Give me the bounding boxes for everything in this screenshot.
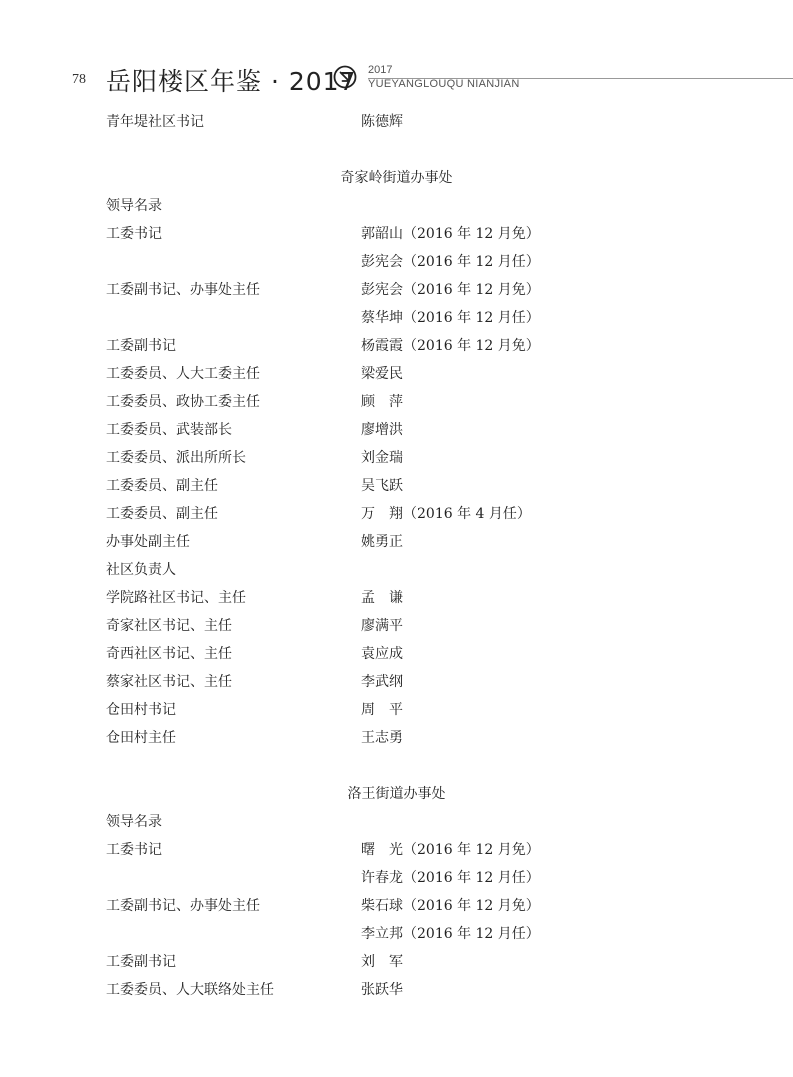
role-label: 工委副书记	[106, 338, 176, 354]
person-name: 王志勇	[361, 730, 403, 746]
list-row	[0, 502, 793, 526]
list-row	[0, 978, 793, 1002]
person-name: 刘 军	[361, 954, 403, 970]
person-name: 许春龙（2016 年 12 月任）	[361, 870, 540, 886]
person-name: 陈德辉	[361, 114, 403, 130]
role-label: 工委委员、人大联络处主任	[106, 982, 274, 998]
person-name: 孟 谦	[361, 590, 403, 606]
person-name: 李立邦（2016 年 12 月任）	[361, 926, 540, 942]
role-label: 办事处副主任	[106, 534, 190, 550]
role-label: 蔡家社区书记、主任	[106, 674, 232, 690]
role-label: 工委书记	[106, 842, 162, 858]
section-heading-row	[0, 782, 793, 806]
role-label: 仓田村主任	[106, 730, 176, 746]
person-name: 蔡华坤（2016 年 12 月任）	[361, 310, 540, 326]
list-row	[0, 866, 793, 890]
person-name: 杨霞霞（2016 年 12 月免）	[361, 338, 540, 354]
list-row	[0, 306, 793, 330]
role-label: 奇西社区书记、主任	[106, 646, 232, 662]
role-label: 工委委员、派出所所长	[106, 450, 246, 466]
header-year-en: 2017	[368, 64, 393, 76]
category-row	[0, 558, 793, 582]
circle-arrow-icon	[333, 65, 357, 89]
list-row	[0, 950, 793, 974]
person-name: 吴飞跃	[361, 478, 403, 494]
list-row	[0, 894, 793, 918]
person-name: 柴石球（2016 年 12 月免）	[361, 898, 540, 914]
role-label: 奇家社区书记、主任	[106, 618, 232, 634]
person-name: 万 翔（2016 年 4 月任）	[361, 506, 531, 522]
list-row	[0, 530, 793, 554]
role-label: 工委副书记、办事处主任	[106, 282, 260, 298]
person-name: 张跃华	[361, 982, 403, 998]
list-row	[0, 390, 793, 414]
category-label: 领导名录	[106, 814, 162, 830]
person-name: 顾 萍	[361, 394, 403, 410]
role-label: 工委委员、政协工委主任	[106, 394, 260, 410]
person-name: 梁爱民	[361, 366, 403, 382]
list-row	[0, 670, 793, 694]
category-label: 领导名录	[106, 198, 162, 214]
person-name: 廖满平	[361, 618, 403, 634]
person-name: 曙 光（2016 年 12 月免）	[361, 842, 540, 858]
role-label: 工委委员、人大工委主任	[106, 366, 260, 382]
list-row	[0, 586, 793, 610]
list-row	[0, 278, 793, 302]
person-name: 彭宪会（2016 年 12 月任）	[361, 254, 540, 270]
role-label: 工委委员、武装部长	[106, 422, 232, 438]
list-row	[0, 418, 793, 442]
list-row	[0, 110, 793, 134]
person-name: 彭宪会（2016 年 12 月免）	[361, 282, 540, 298]
list-row	[0, 222, 793, 246]
list-row	[0, 362, 793, 386]
page-number: 78	[72, 72, 86, 87]
list-row	[0, 474, 793, 498]
role-label: 工委副书记	[106, 954, 176, 970]
list-row	[0, 250, 793, 274]
list-row	[0, 642, 793, 666]
person-name: 廖增洪	[361, 422, 403, 438]
category-row	[0, 194, 793, 218]
list-row	[0, 922, 793, 946]
list-row	[0, 334, 793, 358]
person-name: 姚勇正	[361, 534, 403, 550]
person-name: 袁应成	[361, 646, 403, 662]
page-title: 岳阳楼区年鉴 · 2017	[106, 67, 357, 96]
person-name: 郭韶山（2016 年 12 月免）	[361, 226, 540, 242]
header-name-en: YUEYANGLOUQU NIANJIAN	[368, 78, 520, 90]
list-row	[0, 698, 793, 722]
section-heading: 洛王街道办事处	[347, 786, 446, 802]
person-name: 周 平	[361, 702, 403, 718]
category-label: 社区负责人	[106, 562, 176, 578]
section-heading: 奇家岭街道办事处	[340, 170, 453, 186]
role-label: 工委委员、副主任	[106, 506, 218, 522]
person-name: 李武纲	[361, 674, 403, 690]
person-name: 刘金瑞	[361, 450, 403, 466]
role-label: 工委副书记、办事处主任	[106, 898, 260, 914]
role-label: 工委书记	[106, 226, 162, 242]
role-label: 学院路社区书记、主任	[106, 590, 246, 606]
list-row	[0, 726, 793, 750]
role-label: 青年堤社区书记	[106, 114, 204, 130]
role-label: 仓田村书记	[106, 702, 176, 718]
section-heading-row	[0, 166, 793, 190]
list-row	[0, 838, 793, 862]
role-label: 工委委员、副主任	[106, 478, 218, 494]
list-row	[0, 446, 793, 470]
list-row	[0, 614, 793, 638]
category-row	[0, 810, 793, 834]
